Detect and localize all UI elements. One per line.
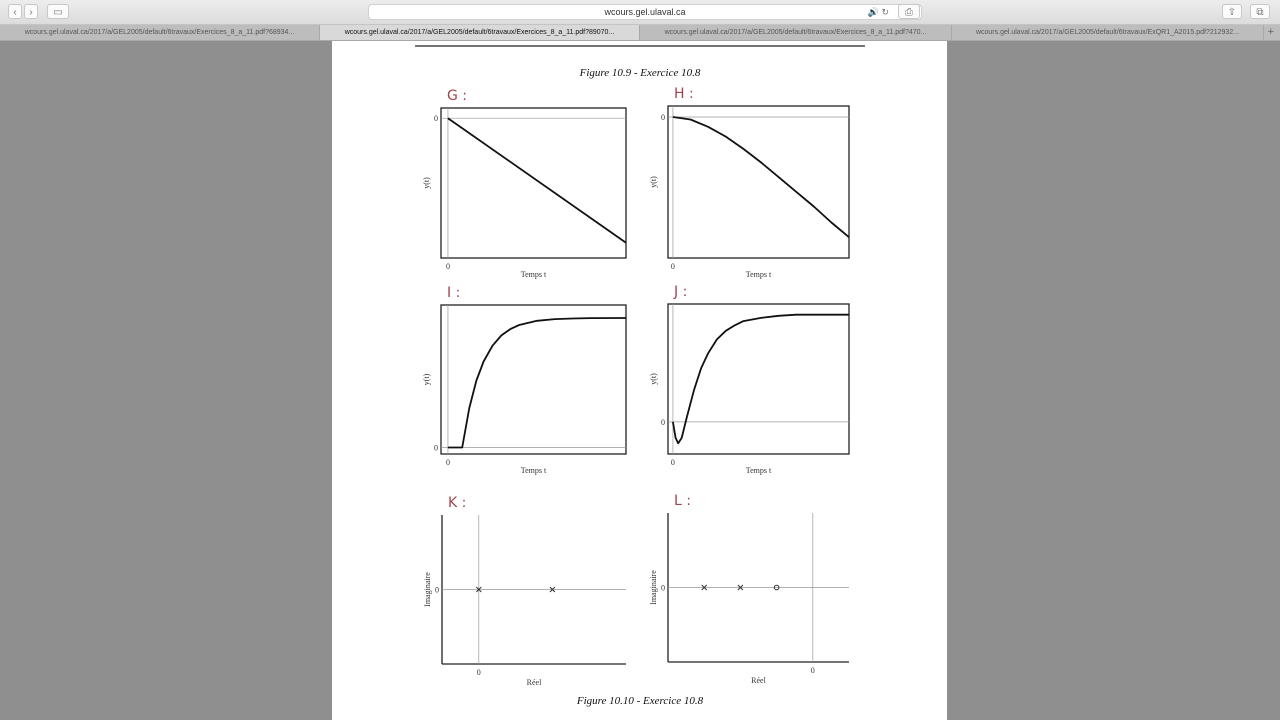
plot-i <box>422 285 626 475</box>
x-tick-0: 0 <box>445 262 450 271</box>
plot-h <box>649 86 849 279</box>
handwritten-label: J : <box>674 284 688 300</box>
x-tick-0: 0 <box>445 458 450 467</box>
y-tick-0: 0 <box>661 583 665 593</box>
x-tick-0: 0 <box>670 458 675 467</box>
y-axis-label: y(t) <box>422 177 431 189</box>
tab-3[interactable]: wcours.gel.ulaval.ca/2017/a/GEL2005/default/6travaux/Exercices_8_a_11.pdf?470... <box>640 25 952 40</box>
caption-bottom: Figure 10.10 - Exercice 10.8 <box>576 695 704 707</box>
plot-k <box>423 495 626 687</box>
x-axis-label: Réel <box>751 676 766 685</box>
response-curve <box>448 118 626 243</box>
x-axis-label: Temps t <box>520 466 547 475</box>
response-curve <box>673 117 849 237</box>
sidebar-button[interactable]: ▭ <box>47 4 69 19</box>
tab-4[interactable]: wcours.gel.ulaval.ca/2017/a/GEL2005/default/6travaux/ExQR1_A2015.pdf?212932... <box>952 25 1264 40</box>
x-axis-label: Temps t <box>745 270 772 279</box>
handwritten-label: L : <box>674 493 691 509</box>
x-axis-label: Temps t <box>745 466 772 475</box>
response-curve <box>673 315 849 444</box>
plot-frame <box>441 108 626 258</box>
plot-g <box>422 88 626 279</box>
y-tick-0: 0 <box>434 443 438 453</box>
plot-j <box>649 284 849 475</box>
y-tick-0: 0 <box>661 113 665 123</box>
tab-1[interactable]: wcours.gel.ulaval.ca/2017/a/GEL2005/default/6travaux/Exercices_8_a_11.pdf?68934... <box>0 25 320 40</box>
audio-icon[interactable]: 🔊 <box>867 7 879 17</box>
y-axis-label: y(t) <box>422 373 431 386</box>
x-axis-label: Réel <box>526 678 542 687</box>
share-button[interactable]: ⇪ <box>1222 4 1242 19</box>
y-tick-0: 0 <box>661 417 665 427</box>
plot-l <box>649 493 849 685</box>
new-tab-button[interactable]: + <box>1267 26 1274 38</box>
response-curve <box>448 318 626 448</box>
y-tick-0: 0 <box>434 114 438 124</box>
y-axis-label: Imaginaire <box>423 572 432 607</box>
handwritten-label: K : <box>448 495 467 511</box>
y-tick-0: 0 <box>435 585 439 595</box>
y-axis-label: y(t) <box>649 373 658 385</box>
y-axis-label: Imaginaire <box>649 570 658 605</box>
handwritten-label: I : <box>447 285 461 301</box>
show-tabs-button[interactable]: ⧉ <box>1250 4 1270 19</box>
tab-2[interactable]: wcours.gel.ulaval.ca/2017/a/GEL2005/default/6travaux/Exercices_8_a_11.pdf?89070... <box>320 25 640 40</box>
back-button[interactable]: ‹ <box>8 4 22 19</box>
y-axis-label: y(t) <box>649 176 658 188</box>
handwritten-label: G : <box>447 88 468 104</box>
plot-frame <box>668 106 849 258</box>
x-axis-label: Temps t <box>520 270 547 279</box>
caption-top: Figure 10.9 - Exercice 10.8 <box>579 67 701 79</box>
plot-frame <box>668 304 849 454</box>
forward-button[interactable]: › <box>24 4 38 19</box>
reload-icon[interactable]: ↻ <box>881 7 889 17</box>
plot-frame <box>441 305 626 454</box>
handwritten-label: H : <box>674 86 694 102</box>
url-text: wcours.gel.ulaval.ca <box>604 7 686 17</box>
x-tick-0: 0 <box>810 666 815 675</box>
x-tick-0: 0 <box>670 262 675 271</box>
print-button[interactable]: ⎙ <box>898 4 920 19</box>
x-tick-0: 0 <box>476 668 481 677</box>
